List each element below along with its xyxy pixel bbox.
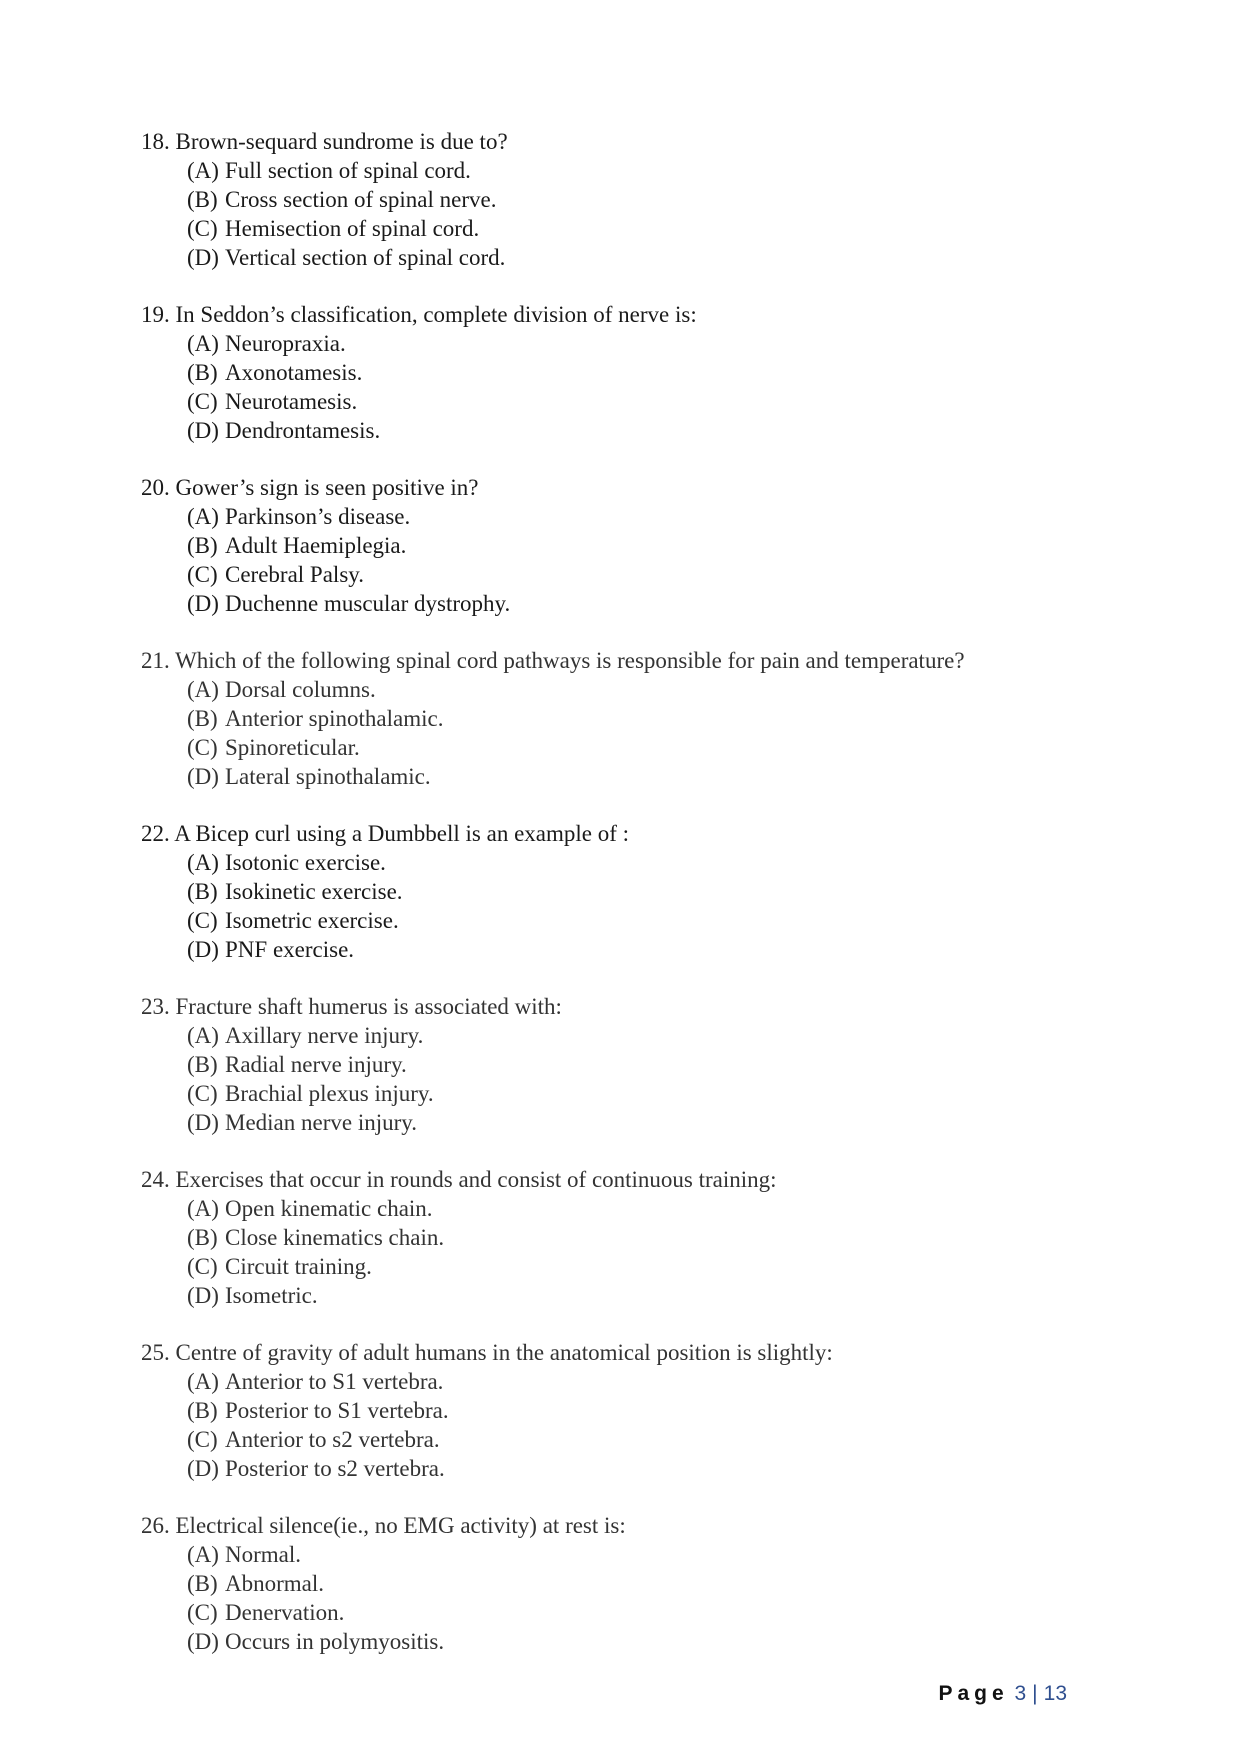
option-letter: (A) bbox=[187, 1542, 219, 1567]
question-item bbox=[141, 473, 1141, 646]
option-letter: (A) bbox=[187, 504, 219, 529]
question-item bbox=[141, 127, 1141, 300]
question-text: Exercises that occur in rounds and consist of continuous training: bbox=[175, 1167, 777, 1192]
answer-option bbox=[141, 877, 1141, 906]
total-pages: 13 bbox=[1043, 1682, 1067, 1705]
question-number: 21. bbox=[141, 648, 170, 673]
page-label: Page bbox=[938, 1682, 1009, 1705]
option-letter: (A) bbox=[187, 677, 219, 702]
option-letter: (D) bbox=[187, 1629, 219, 1654]
option-text: PNF exercise. bbox=[225, 937, 355, 962]
answer-option bbox=[141, 387, 1141, 416]
question-item bbox=[141, 1338, 1141, 1511]
answer-option bbox=[141, 1396, 1141, 1425]
option-letter: (D) bbox=[187, 1110, 219, 1135]
question-number: 18. bbox=[141, 129, 170, 154]
question-stem bbox=[141, 300, 1141, 329]
answer-option bbox=[141, 589, 1141, 618]
option-text: Isometric exercise. bbox=[225, 908, 399, 933]
option-letter: (B) bbox=[187, 187, 218, 212]
page-indicator bbox=[938, 1679, 1067, 1709]
option-text: Adult Haemiplegia. bbox=[225, 533, 407, 558]
question-text: Fracture shaft humerus is associated with: bbox=[175, 994, 562, 1019]
page-footer bbox=[0, 1679, 1241, 1709]
option-letter: (C) bbox=[187, 1081, 218, 1106]
question-text: Brown-sequard sundrome is due to? bbox=[175, 129, 508, 154]
answer-option bbox=[141, 1425, 1141, 1454]
question-stem bbox=[141, 1511, 1141, 1540]
question-stem bbox=[141, 992, 1141, 1021]
option-text: Denervation. bbox=[225, 1600, 345, 1625]
option-text: Axillary nerve injury. bbox=[225, 1023, 424, 1048]
answer-option bbox=[141, 156, 1141, 185]
option-text: Abnormal. bbox=[225, 1571, 325, 1596]
question-stem bbox=[141, 1165, 1141, 1194]
answer-option bbox=[141, 243, 1141, 272]
answer-option bbox=[141, 1108, 1141, 1137]
answer-option bbox=[141, 358, 1141, 387]
option-text: Anterior spinothalamic. bbox=[225, 706, 444, 731]
option-letter: (A) bbox=[187, 1369, 219, 1394]
option-text: Vertical section of spinal cord. bbox=[225, 245, 506, 270]
answer-option bbox=[141, 1454, 1141, 1483]
answer-option bbox=[141, 1281, 1141, 1310]
question-number: 19. bbox=[141, 302, 170, 327]
option-letter: (C) bbox=[187, 1600, 218, 1625]
question-number: 20. bbox=[141, 475, 170, 500]
option-text: Anterior to S1 vertebra. bbox=[225, 1369, 444, 1394]
option-text: Brachial plexus injury. bbox=[225, 1081, 434, 1106]
answer-option bbox=[141, 704, 1141, 733]
option-text: Isotonic exercise. bbox=[225, 850, 386, 875]
question-item bbox=[141, 300, 1141, 473]
answer-option bbox=[141, 1598, 1141, 1627]
answer-option bbox=[141, 935, 1141, 964]
page-separator: | bbox=[1032, 1682, 1038, 1705]
answer-option bbox=[141, 214, 1141, 243]
question-stem bbox=[141, 127, 1141, 156]
question-stem bbox=[141, 1338, 1141, 1367]
question-item bbox=[141, 819, 1141, 992]
option-text: Normal. bbox=[225, 1542, 302, 1567]
option-letter: (B) bbox=[187, 1052, 218, 1077]
option-letter: (B) bbox=[187, 1225, 218, 1250]
question-number: 24. bbox=[141, 1167, 170, 1192]
option-letter: (C) bbox=[187, 1427, 218, 1452]
option-letter: (D) bbox=[187, 418, 219, 443]
option-letter: (D) bbox=[187, 245, 219, 270]
option-letter: (C) bbox=[187, 1254, 218, 1279]
option-letter: (C) bbox=[187, 389, 218, 414]
option-text: Duchenne muscular dystrophy. bbox=[225, 591, 511, 616]
option-text: Cerebral Palsy. bbox=[225, 562, 365, 587]
question-number: 23. bbox=[141, 994, 170, 1019]
option-text: Neurotamesis. bbox=[225, 389, 358, 414]
option-text: Full section of spinal cord. bbox=[225, 158, 471, 183]
question-stem bbox=[141, 473, 1141, 502]
option-letter: (D) bbox=[187, 764, 219, 789]
option-text: Posterior to S1 vertebra. bbox=[225, 1398, 449, 1423]
page-number: 3 bbox=[1014, 1682, 1027, 1705]
question-number: 26. bbox=[141, 1513, 170, 1538]
option-letter: (D) bbox=[187, 591, 219, 616]
answer-option bbox=[141, 1021, 1141, 1050]
answer-option bbox=[141, 906, 1141, 935]
answer-option bbox=[141, 762, 1141, 791]
answer-option bbox=[141, 848, 1141, 877]
answer-option bbox=[141, 531, 1141, 560]
question-stem bbox=[141, 646, 1141, 675]
option-text: Close kinematics chain. bbox=[225, 1225, 445, 1250]
option-text: Dorsal columns. bbox=[225, 677, 376, 702]
option-text: Cross section of spinal nerve. bbox=[225, 187, 497, 212]
option-text: Median nerve injury. bbox=[225, 1110, 418, 1135]
answer-option bbox=[141, 1252, 1141, 1281]
question-text: Centre of gravity of adult humans in the anatomical position is slightly: bbox=[175, 1340, 833, 1365]
option-letter: (B) bbox=[187, 879, 218, 904]
option-text: Hemisection of spinal cord. bbox=[225, 216, 480, 241]
option-text: Anterior to s2 vertebra. bbox=[225, 1427, 440, 1452]
answer-option bbox=[141, 733, 1141, 762]
question-text: Which of the following spinal cord pathways is responsible for pain and temperature? bbox=[175, 648, 965, 673]
option-letter: (C) bbox=[187, 908, 218, 933]
answer-option bbox=[141, 1540, 1141, 1569]
answer-option bbox=[141, 1194, 1141, 1223]
answer-option bbox=[141, 1569, 1141, 1598]
option-text: Dendrontamesis. bbox=[225, 418, 381, 443]
option-text: Occurs in polymyositis. bbox=[225, 1629, 445, 1654]
question-text: In Seddon’s classification, complete division of nerve is: bbox=[175, 302, 697, 327]
option-letter: (B) bbox=[187, 1398, 218, 1423]
option-letter: (B) bbox=[187, 706, 218, 731]
option-text: Lateral spinothalamic. bbox=[225, 764, 431, 789]
question-list bbox=[141, 127, 1141, 1684]
question-text: Gower’s sign is seen positive in? bbox=[175, 475, 479, 500]
option-letter: (A) bbox=[187, 158, 219, 183]
option-letter: (B) bbox=[187, 1571, 218, 1596]
option-letter: (C) bbox=[187, 216, 218, 241]
option-letter: (B) bbox=[187, 533, 218, 558]
option-letter: (A) bbox=[187, 1023, 219, 1048]
option-text: Spinoreticular. bbox=[225, 735, 360, 760]
question-text: A Bicep curl using a Dumbbell is an example of : bbox=[174, 821, 630, 846]
option-text: Posterior to s2 vertebra. bbox=[225, 1456, 445, 1481]
option-text: Neuropraxia. bbox=[225, 331, 346, 356]
question-item bbox=[141, 1511, 1141, 1684]
answer-option bbox=[141, 1627, 1141, 1656]
question-item bbox=[141, 992, 1141, 1165]
answer-option bbox=[141, 1079, 1141, 1108]
option-text: Open kinematic chain. bbox=[225, 1196, 433, 1221]
answer-option bbox=[141, 1223, 1141, 1252]
option-letter: (A) bbox=[187, 850, 219, 875]
option-text: Circuit training. bbox=[225, 1254, 372, 1279]
option-letter: (C) bbox=[187, 735, 218, 760]
question-number: 22. bbox=[141, 821, 170, 846]
option-text: Radial nerve injury. bbox=[225, 1052, 407, 1077]
answer-option bbox=[141, 185, 1141, 214]
option-text: Isometric. bbox=[225, 1283, 318, 1308]
option-text: Parkinson’s disease. bbox=[225, 504, 411, 529]
option-letter: (C) bbox=[187, 562, 218, 587]
answer-option bbox=[141, 560, 1141, 589]
answer-option bbox=[141, 1050, 1141, 1079]
question-item bbox=[141, 1165, 1141, 1338]
question-text: Electrical silence(ie., no EMG activity) at rest is: bbox=[175, 1513, 626, 1538]
answer-option bbox=[141, 329, 1141, 358]
answer-option bbox=[141, 675, 1141, 704]
option-letter: (D) bbox=[187, 937, 219, 962]
option-letter: (D) bbox=[187, 1283, 219, 1308]
option-letter: (D) bbox=[187, 1456, 219, 1481]
answer-option bbox=[141, 1367, 1141, 1396]
question-item bbox=[141, 646, 1141, 819]
answer-option bbox=[141, 502, 1141, 531]
answer-option bbox=[141, 416, 1141, 445]
question-stem bbox=[141, 819, 1141, 848]
option-text: Axonotamesis. bbox=[225, 360, 363, 385]
option-letter: (A) bbox=[187, 331, 219, 356]
question-number: 25. bbox=[141, 1340, 170, 1365]
option-text: Isokinetic exercise. bbox=[225, 879, 403, 904]
option-letter: (A) bbox=[187, 1196, 219, 1221]
option-letter: (B) bbox=[187, 360, 218, 385]
